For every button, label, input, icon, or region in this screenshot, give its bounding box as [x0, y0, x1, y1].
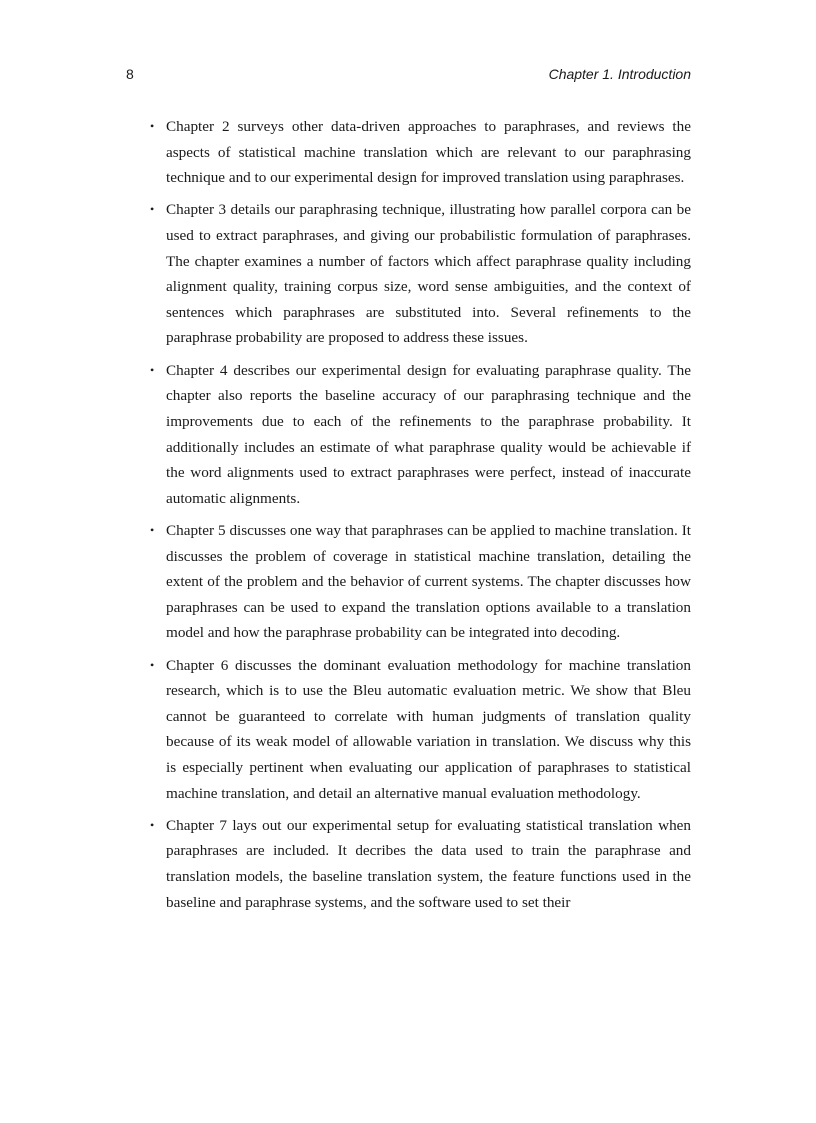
item-text: Chapter 4 describes our experimental design for evaluating paraphrase quality. The chapter also reports the baseline accuracy of our paraphrasing technique and the improvements due to each of the refinements to the paraphrase probability. It additionally includes an estimate of what paraphrase quality would be achievable if the word alignments used to extract paraphrases were perfect, instead of inaccurate automatic alignments.: [166, 361, 691, 507]
running-head: Chapter 1. Introduction: [548, 66, 691, 82]
page-number: 8: [126, 66, 134, 82]
page-header: [126, 66, 691, 86]
list-item: [147, 813, 691, 915]
item-text: Chapter 3 details our paraphrasing technique, illustrating how parallel corpora can be used to extract paraphrases, and giving our probabilistic formulation of paraphrases. The chapter examines a number of factors which affect paraphrase quality including alignment quality, training corpus size, word sense ambiguities, and the context of sentences which paraphrases are substituted into. Several refinements to the paraphrase probability are proposed to address these issues.: [166, 201, 691, 347]
item-text: Chapter 2 surveys other data-driven approaches to paraphrases, and reviews the aspects of statistical machine translation which are relevant to our paraphrasing technique and to our experimental design for improved translation using paraphrases.: [166, 118, 691, 187]
bullet-icon: •: [150, 202, 155, 217]
item-text: Chapter 7 lays out our experimental setup for evaluating statistical translation when paraphrases are included. It decribes the data used to train the paraphrase and translation models, the baseline translation system, the feature functions used in the baseline and paraphrase systems, and the software used to set their: [166, 816, 691, 911]
bullet-icon: •: [150, 817, 155, 832]
item-text: Chapter 6 discusses the dominant evaluation methodology for machine translation research, which is to use the Bleu automatic evaluation metric. We show that Bleu cannot be guaranteed to correlate with human judgments of translation quality because of its weak model of allowable variation in translation. We discuss why this is especially pertinent when evaluating our application of paraphrases to statistical machine translation, and detail an alternative manual evaluation methodology.: [166, 656, 691, 802]
list-item: [147, 358, 691, 512]
list-item: [147, 653, 691, 807]
item-text: Chapter 5 discusses one way that paraphrases can be applied to machine translation. It discusses the problem of coverage in statistical machine translation, detailing the extent of the problem and the behavior of current systems. The chapter discusses how paraphrases can be used to expand the translation options available to a translation model and how the paraphrase probability can be integrated into decoding.: [166, 521, 691, 642]
bullet-icon: •: [150, 119, 155, 133]
bullet-icon: •: [150, 362, 155, 377]
list-item: [147, 518, 691, 646]
bullet-icon: •: [150, 657, 155, 672]
chapter-overview-list: [147, 114, 691, 922]
list-item: [147, 197, 691, 351]
bullet-icon: •: [150, 522, 155, 537]
list-item: [147, 114, 691, 191]
